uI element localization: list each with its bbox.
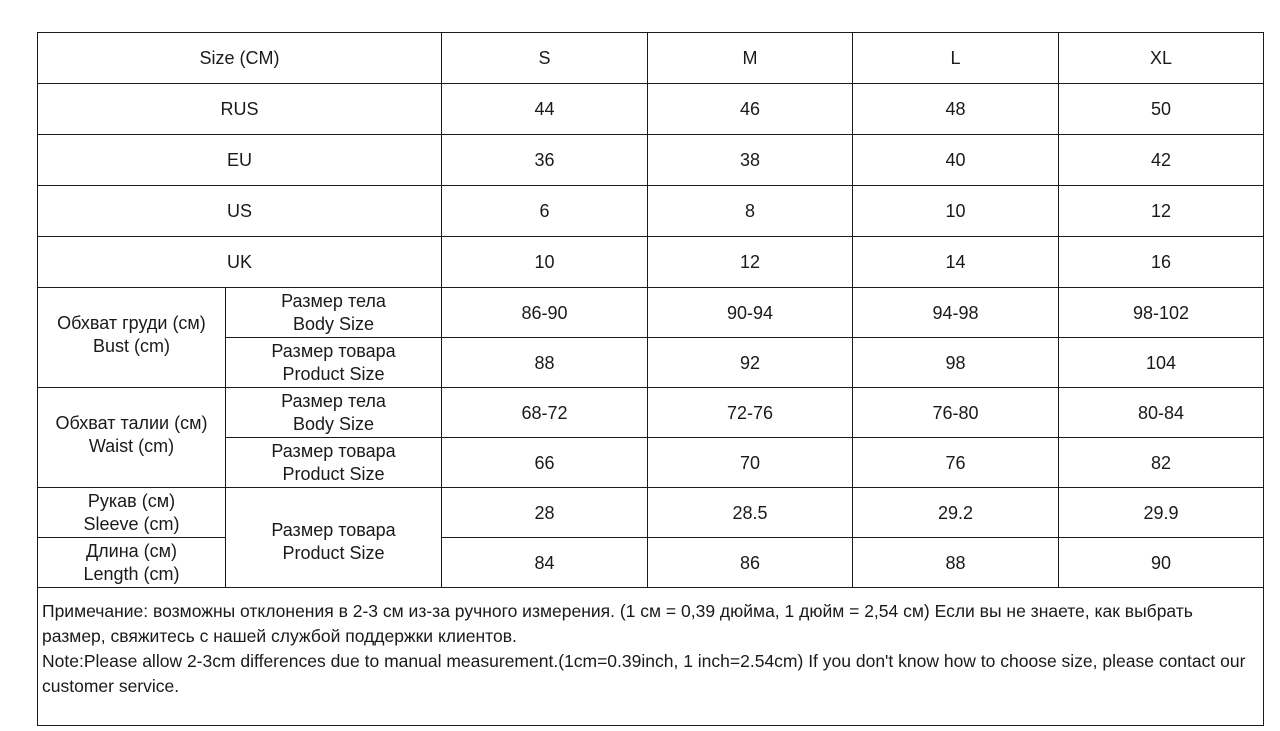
waist-body-row — [38, 388, 1264, 438]
table-cell: 84 — [442, 538, 648, 588]
measure-type-ru: Размер тела — [281, 390, 386, 411]
measure-type-en: Product Size — [282, 463, 385, 484]
table-cell: 48 — [853, 84, 1059, 135]
table-cell: 10 — [853, 186, 1059, 237]
note-ru: Примечание: возможны отклонения в 2-3 см из-за ручного измерения. (1 см = 0,39 дюйма, 1 дюйм = 2,54 см) Если вы не знаете, как выбрать размер, свяжитесь с нашей службой поддержки клиентов. — [42, 601, 1193, 646]
measure-type — [226, 388, 442, 438]
length-label — [38, 538, 226, 588]
measure-type — [226, 438, 442, 488]
table-cell: 104 — [1059, 338, 1264, 388]
conversion-row-rus — [38, 84, 1264, 135]
table-cell: 44 — [442, 84, 648, 135]
conversion-label: UK — [38, 237, 442, 288]
table-cell: 92 — [648, 338, 853, 388]
table-cell: 70 — [648, 438, 853, 488]
header-row — [38, 33, 1264, 84]
table-cell: 80-84 — [1059, 388, 1264, 438]
size-header-label: Size (CM) — [38, 33, 442, 84]
measure-type-en: Body Size — [292, 413, 375, 434]
table-cell: 90 — [1059, 538, 1264, 588]
table-cell: 14 — [853, 237, 1059, 288]
sleeve-label-en: Sleeve (cm) — [83, 513, 180, 534]
size-header-m: M — [648, 33, 853, 84]
table-cell: 68-72 — [442, 388, 648, 438]
size-header-l: L — [853, 33, 1059, 84]
conversion-label: US — [38, 186, 442, 237]
sleeve-row — [38, 488, 1264, 538]
size-header-xl: XL — [1059, 33, 1264, 84]
size-chart-table — [37, 32, 1264, 726]
table-cell: 90-94 — [648, 288, 853, 338]
table-cell: 50 — [1059, 84, 1264, 135]
length-label-en: Length (cm) — [83, 563, 180, 584]
bust-label — [38, 288, 226, 388]
table-cell: 29.2 — [853, 488, 1059, 538]
table-cell: 86-90 — [442, 288, 648, 338]
measure-type-en: Product Size — [282, 542, 385, 563]
conversion-row-us — [38, 186, 1264, 237]
table-cell: 29.9 — [1059, 488, 1264, 538]
measure-type-ru: Размер товара — [271, 440, 396, 461]
measure-type-merged — [226, 488, 442, 588]
measure-type — [226, 288, 442, 338]
table-cell: 98 — [853, 338, 1059, 388]
length-label-ru: Длина (см) — [85, 540, 178, 561]
bust-body-row — [38, 288, 1264, 338]
table-cell: 82 — [1059, 438, 1264, 488]
table-cell: 94-98 — [853, 288, 1059, 338]
measure-type — [226, 338, 442, 388]
note-row — [38, 588, 1264, 726]
measure-type-en: Product Size — [282, 363, 385, 384]
table-cell: 12 — [1059, 186, 1264, 237]
table-cell: 36 — [442, 135, 648, 186]
conversion-row-eu — [38, 135, 1264, 186]
table-cell: 6 — [442, 186, 648, 237]
table-cell: 10 — [442, 237, 648, 288]
sleeve-label-ru: Рукав (см) — [87, 490, 176, 511]
waist-label-en: Waist (cm) — [88, 435, 175, 456]
table-cell: 28.5 — [648, 488, 853, 538]
size-header-s: S — [442, 33, 648, 84]
measure-type-en: Body Size — [292, 313, 375, 334]
table-cell: 86 — [648, 538, 853, 588]
table-cell: 42 — [1059, 135, 1264, 186]
length-row — [38, 538, 1264, 588]
table-cell: 88 — [853, 538, 1059, 588]
table-cell: 16 — [1059, 237, 1264, 288]
table-cell: 12 — [648, 237, 853, 288]
conversion-row-uk — [38, 237, 1264, 288]
table-cell: 76-80 — [853, 388, 1059, 438]
table-cell: 38 — [648, 135, 853, 186]
sleeve-label — [38, 488, 226, 538]
conversion-label: RUS — [38, 84, 442, 135]
table-cell: 98-102 — [1059, 288, 1264, 338]
bust-label-en: Bust (cm) — [92, 335, 170, 356]
waist-label — [38, 388, 226, 488]
table-cell: 88 — [442, 338, 648, 388]
note-en: Note:Please allow 2-3cm differences due to manual measurement.(1cm=0.39inch, 1 inch=2.54cm) If you don't know how to choose size, please contact our customer service. — [42, 651, 1246, 696]
table-cell: 40 — [853, 135, 1059, 186]
table-cell: 76 — [853, 438, 1059, 488]
waist-label-ru: Обхват талии (см) — [55, 412, 208, 433]
table-cell: 72-76 — [648, 388, 853, 438]
measure-type-ru: Размер товара — [271, 519, 396, 540]
table-cell: 8 — [648, 186, 853, 237]
measure-type-ru: Размер тела — [281, 290, 386, 311]
bust-label-ru: Обхват груди (см) — [57, 312, 206, 333]
table-cell: 46 — [648, 84, 853, 135]
conversion-label: EU — [38, 135, 442, 186]
table-cell: 28 — [442, 488, 648, 538]
note-cell — [38, 588, 1264, 726]
measure-type-ru: Размер товара — [271, 340, 396, 361]
table-cell: 66 — [442, 438, 648, 488]
